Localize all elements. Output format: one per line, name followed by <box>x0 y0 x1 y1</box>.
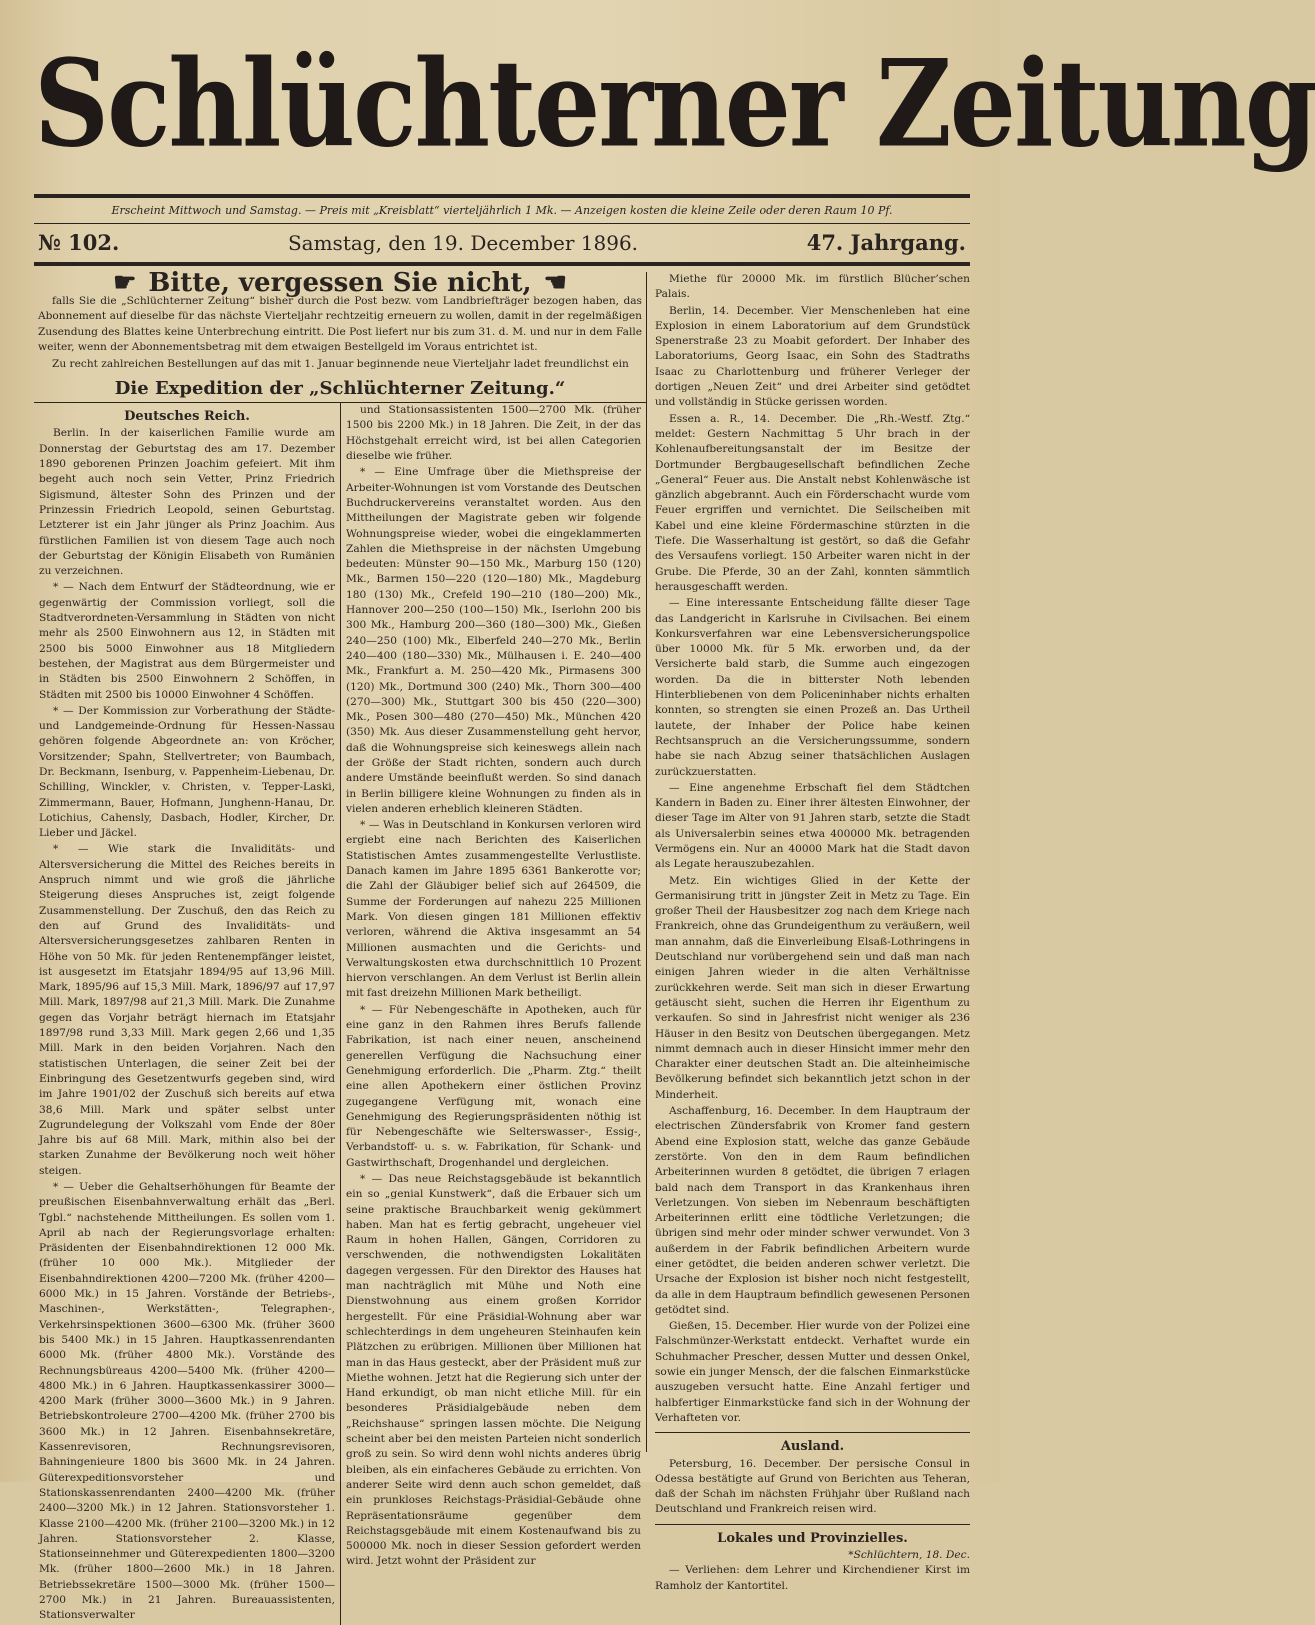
article-paragraph: Petersburg, 16. December. Der persische Consul in Odessa bestätigte auf Grund von Berichten aus Teheran, daß der Schah im nächsten Frühjahr über Rußland nach Deutschland und Frankreich reisen wird. <box>655 1457 970 1516</box>
issue-rule <box>34 262 970 266</box>
subscription-line: Erscheint Mittwoch und Samstag. — Preis mit „Kreisblatt“ vierteljährlich 1 Mk. — Anzeigen kosten die kleine Zeile oder deren Raum 10 Pf. <box>111 204 893 217</box>
article-paragraph: * — Was in Deutschland in Konkursen verloren wird ergiebt eine nach Berichten des Kaiserlichen Statistischen Amtes zusammengestellte Verlustliste. Danach kamen im Jahre 1895 6361 Bankerotte vor; die Zahl der Gläubiger belief sich auf 264509, die Summe der Forderungen auf nahezu 225 Millionen Mark. Von diesen gingen 181 Millionen effektiv verloren, während die Aktiva insgesammt an 54 Millionen ausmachten und die Gerichts- und Verwaltungskosten etwa durchschnittlich 10 Prozent hiervon verschlangen. An dem Verlust ist Berlin allein mit fast dreizehn Millionen Mark betheiligt. <box>346 819 641 1000</box>
article-paragraph: Miethe für 20000 Mk. im fürstlich Blücher’schen Palais. <box>655 273 970 301</box>
article-paragraph: Aschaffenburg, 16. December. In dem Hauptraum der electrischen Zündersfabrik von Kromer fand gestern Abend eine Explosion statt, welche das ganze Gebäude zerstörte. Von den in dem Raum befindlichen Arbeiterinnen wurden 8 getödtet, die übrigen 7 erlagen bald nach dem Transport in das Krankenhaus ihren Verletzungen. Von sieben im Nebenraum beschäftigten Arbeiterinnen erlitt eine tödtliche Verletzungen; die übrigen sind mehr oder minder schwer verwundet. Von 3 außerdem in der Fabrik befindlichen Arbeitern wurde einer getödtet, die beiden anderen schwer verletzt. Die Ursache der Explosion ist bisher noch nicht festgestellt, da alle in dem Hauptraum befindlich gewesenen Personen getödtet sind. <box>655 1105 970 1316</box>
article-paragraph: * — Das neue Reichstagsgebäude ist bekanntlich ein so „genial Kunstwerk“, daß die Erbauer sich um seine praktische Brauchbarkeit wenig gekümmert haben. Man hat es fertig gebracht, ungeheuer viel Raum in hohen Hallen, Gängen, Corridoren zu verschwenden, die nothwendigsten Lokalitäten dagegen vergessen. Für den Direktor des Hauses hat man nachträglich mit Mühe und Noth eine Dienstwohnung aus einem großen Korridor hergestellt. Für eine Präsidial-Wohnung aber war schlechterdings in dem ungeheuren Steinhaufen kein Plätzchen zu erübrigen. Millionen über Millionen hat man in das Haus gesteckt, aber der Präsident muß zur Miethe wohnen. Jetzt hat die Regierung sich unter der Hand erkundigt, ob man nicht etliche Mill. für ein besonderes Präsidialgebäude neben dem „Reichshause“ springen lassen möchte. Die Neigung scheint aber bei den meisten Parteien nicht sonderlich groß zu sein. So wird denn wohl nichts anderes übrig bleiben, als ein einfacheres Gebäude zu errichten. Von anderer Seite wird denn auch schon gemeldet, daß ein prunkloses Reichstags-Präsidial-Gebäude ohne Repräsentationsräume gegenüber dem Reichstagsgebäude mit einem Kostenaufwand bis zu 500000 Mk. noch in dieser Session gefordert werden wird. Jetzt wohnt der Präsident zur <box>346 1173 641 1568</box>
article-paragraph: — Eine angenehme Erbschaft fiel dem Städtchen Kandern in Baden zu. Einer ihrer ältesten Einwohner, der dieser Tage im Alter von 91 Jahren starb, setzte die Stadt als Universalerbin seines etwa 400000 Mk. betragenden Vermögens ein. Nur an 40000 Mark hat die Stadt davon als Legate herauszubezahlen. <box>655 781 970 871</box>
column-2 <box>340 403 646 1624</box>
section-heading-ausland: Ausland. <box>780 1439 845 1455</box>
article-paragraph: * — Wie stark die Invaliditäts- und Altersversicherung die Mittel des Reiches bereits in Anspruch nimmt und wie groß die jährliche Steigerung dieses Anspruches ist, zeigt folgende Zusammenstellung. Der Zuschuß, den das Reich zu den auf Grund des Invaliditäts- und Altersversicherungsgesetzes zahlbaren Renten in Höhe von 50 Mk. für jeden Rentenempfänger leistet, ist ausgesetzt im Etatsjahr 1894/95 auf 13,96 Mill. Mark, 1895/96 auf 15,3 Mill. Mark, 1896/97 auf 17,97 Mill. Mark, 1897/98 auf 21,3 Mill. Mark. Die Zunahme gegen das Vorjahr beträgt hiernach im Etatsjahr 1897/98 rund 3,33 Mill. Mark gegen 2,66 und 1,35 Mill. Mark in den beiden Vorjahren. Nach den statistischen Unterlagen, die seiner Zeit bei der Einbringung des Gesetzentwurfs gegeben sind, wird im Jahre 1901/02 der Zuschuß sich bereits auf etwa 38,6 Mill. Mark und später selbst unter Zugrundelegung der Volkszahl vom Ende der 80er Jahre bis auf 68 Mill. Mark, mithin also bei der starken Zunahme der Bevölkerung noch weit höher steigen. <box>39 843 335 1177</box>
article-paragraph: * — Für Nebengeschäfte in Apotheken, auch für eine ganz in den Rahmen ihres Berufs fallende Fabrikation, ist nach einer neuen, anscheinend generellen Verfügung die Nachsuchung einer Genehmigung erforderlich. Die „Pharm. Ztg.“ theilt eine allen Apothekern einer östlichen Provinz zugegangene Verfügung mit, wonach eine Genehmigung des Regierungspräsidenten nöthig ist für Nebengeschäfte wie Selterswasser-, Essig-, Verbandstoff- u. s. w. Fabrikation, für Schank- und Gastwirthschaft, Drogenhandel und dergleichen. <box>346 1003 641 1169</box>
article-paragraph: Berlin. In der kaiserlichen Familie wurde am Donnerstag der Geburtstag des am 17. Dezember 1890 geborenen Prinzen Joachim gefeiert. Mit ihm begeht auch noch sein Vetter, Prinz Friedrich Sigismund, ältester Sohn des Prinzen und der Prinzessin Friedrich Leopold, seinen Geburtstag. Letzterer ist ein Jahr jünger als Prinz Joachim. Aus fürstlichen Familien ist von diesem Tage auch noch der Geburtstag der Königin Elisabeth von Rumänien zu verzeichnen. <box>39 427 335 578</box>
pointing-hand-icon: ☛ <box>113 268 137 298</box>
article-paragraph: Gießen, 15. December. Hier wurde von der Polizei eine Falschmünzer-Werkstatt entdeckt. Verhaftet wurde ein Schuhmacher Prescher, dessen Mutter und dessen Onkel, sowie ein junger Mensch, der die falschen Einmarkstücke auszugeben versucht hatte. Eine Anzahl fertiger und halbfertiger Einmarkstücke fand sich in der Wohnung der Verhafteten vor. <box>655 1320 970 1424</box>
article-paragraph: — Eine interessante Entscheidung fällte dieser Tage das Landgericht in Karlsruhe in Civilsachen. Bei einem Konkursverfahren war eine Lebensversicherungspolice über 10000 Mk. für 5 Mk. erworben und, da der Versicherte bald starb, die Summe auch eingezogen worden. Da die in bitterster Noth lebenden Hinterbliebenen von dem Policeninhaber nichts erhalten konnten, so strengten sie einen Prozeß an. Das Urtheil lautete, der Inhaber der Police habe keinen Rechtsanspruch an die Versicherungssumme, sondern habe sie nach Abzug seiner thatsächlichen Auslagen zurückzuerstatten. <box>655 597 970 778</box>
section-divider <box>655 1524 970 1525</box>
notice-text-2: Zu recht zahlreichen Bestellungen auf das mit 1. Januar beginnende neue Vierteljahr ladet freundlichst ein <box>52 357 629 370</box>
notice-signature: Die Expedition der „Schlüchterner Zeitung.“ <box>114 377 566 399</box>
notice-title-row <box>38 268 642 298</box>
section-divider <box>655 1432 970 1433</box>
article-paragraph: — Verliehen: dem Lehrer und Kirchendiener Kirst im Ramholz der Kantortitel. <box>655 1564 970 1592</box>
dateline: *Schlüchtern, 18. Dec. <box>848 1549 970 1562</box>
notice-text-1: falls Sie die „Schlüchterner Zeitung“ bisher durch die Post bezw. vom Landbriefträger bezogen haben, das Abonnement auf dieselbe für das nächste Vierteljahr rechtzeitig erneuern zu wollen, damit in der regelmäßigen Zusendung des Blattes keine Unterbrechung eintritt. Die Post liefert nur bis zum 31. d. M. und nur in dem Falle weiter, wenn der Abonnementsbetrag mit dem etwaigen Bestellgeld im Voraus entrichtet ist. <box>38 294 642 354</box>
content-block <box>34 268 970 1622</box>
section-heading-reich: Deutsches Reich. <box>124 409 250 425</box>
article-columns <box>34 402 646 1624</box>
section-heading-lokales: Lokales und Provinzielles. <box>717 1530 908 1546</box>
article-paragraph: und Stationsassistenten 1500—2700 Mk. (früher 1500 bis 2200 Mk.) in 18 Jahren. Die Zeit, in der das Höchstgehalt erreicht wird, ist bei allen Categorien dieselbe wie früher. <box>346 404 641 463</box>
notice-title: Bitte, vergessen Sie nicht, <box>148 268 532 298</box>
pointing-hand-left-icon: ☚ <box>543 268 567 298</box>
issue-year: 47. Jahrgang. <box>806 230 966 255</box>
article-paragraph: * — Ueber die Gehaltserhöhungen für Beamte der preußischen Eisenbahnverwaltung erhält das „Berl. Tgbl.“ nachstehende Mittheilungen. Es sollen vom 1. April ab nach der Regierungsvorlage erhalten: Präsidenten der Eisenbahndirektionen 12 000 Mk. (früher 10 000 Mk.). Mitglieder der Eisenbahndirektionen 4200—7200 Mk. (früher 4200—6000 Mk.) in 15 Jahren. Vorstände der Betriebs-, Maschinen-, Werkstätten-, Telegraphen-, Verkehrsinspektionen 3600—6300 Mk. (früher 3600 bis 5400 Mk.) in 15 Jahren. Hauptkassenrendanten 6000 Mk. (früher 4800 Mk.). Vorstände des Rechnungsbüreaus 4200—5400 Mk. (früher 4200—4800 Mk.) in 6 Jahren. Hauptkassenkassirer 3000—4200 Mark (früher 3000—3600 Mk.) in 9 Jahren. Betriebskontroleure 2700—4200 Mk. (früher 2700 bis 3600 Mk.) in 12 Jahren. Eisenbahnsekretäre, Kassenrevisoren, Rechnungsrevisoren, Bahningenieure 1800 bis 3600 Mk. in 24 Jahren. Güterexpeditionsvorsteher und Stationskassenrendanten 2400—4200 Mk. (früher 2400—3200 Mk.) in 12 Jahren. Stationsvorsteher 1. Klasse 2100—4200 Mk. (früher 2100—3200 Mk.) in 12 Jahren. Stationsvorsteher 2. Klasse, Stationseinnehmer und Güterexpedienten 1800—3200 Mk. (früher 1800—2600 Mk.) in 18 Jahren. Betriebssekretäre 1500—3000 Mk. (früher 1500—2700 Mk.) in 21 Jahren. Bureauassistenten, Stationsverwalter <box>39 1181 335 1622</box>
article-paragraph: * — Eine Umfrage über die Miethspreise der Arbeiter-Wohnungen ist vom Vorstande des Deutschen Buchdruckervereins veranstaltet worden. Aus den Mittheilungen der Magistrate geben wir folgende Wohnungspreise wieder, wobei die eingeklammerten Zahlen die Miethspreise in der nächsten Umgebung bedeuten: Münster 90—150 Mk., Marburg 150 (120) Mk., Barmen 150—220 (120—180) Mk., Magdeburg 180 (130) Mk., Crefeld 190—210 (180—200) Mk., Hannover 200—250 (100—150) Mk., Iserlohn 200 bis 300 Mk., Hamburg 200—360 (180—300) Mk., Gießen 240—250 (100) Mk., Elberfeld 240—270 Mk., Berlin 240—400 (180—330) Mk., Mülhausen i. E. 240—400 Mk., Frankfurt a. M. 250—420 Mk., Pirmasens 300 (120) Mk., Dortmund 300 (240) Mk., Thorn 300—400 (270—300) Mk., Stuttgart 300 bis 450 (220—300) Mk., Posen 300—480 (270—450) Mk., München 420 (350) Mk. Aus dieser Zusammenstellung geht hervor, daß die Wohnungspreise sich keineswegs allein nach der Größe der Stadt richten, sondern auch durch andere Umstände beeinflußt werden. So sind danach in Berlin billigere kleine Wohnungen zu finden als in vielen anderen erheblich kleineren Städten. <box>346 466 641 815</box>
article-paragraph: * — Nach dem Entwurf der Städteordnung, wie er gegenwärtig der Commission vorliegt, soll die Stadtverordneten-Versammlung in Städten von nicht mehr als 2500 Einwohnern aus 12, in Städten mit 2500 bis 5000 Einwohner aus 18 Mitgliedern bestehen, der Magistrat aus dem Bürgermeister und in Städten bis 2500 Einwohnern 2 Schöffen, in Städten mit 2500 bis 10000 Einwohner 4 Schöffen. <box>39 581 335 701</box>
column-3 <box>646 272 970 1592</box>
issue-date: Samstag, den 19. December 1896. <box>287 231 639 255</box>
article-paragraph: Essen a. R., 14. December. Die „Rh.-Westf. Ztg.“ meldet: Gestern Nachmittag 5 Uhr brach in der Kohlenaufbereitungsanstalt der im Besitze der Dortmunder Bergbaugesellschaft befindlichen Zeche „General“ Feuer aus. Die Anstalt nebst Kohlenwäsche ist gänzlich abgebrannt. Auch ein Förderschacht wurde vom Feuer ergriffen und vernichtet. Die Seilscheiben mit Kabel und eine kleine Fördermaschine stürzten in die Tiefe. Die Wasserhaltung ist gestört, so daß die Gefahr des Versaufens vorliegt. 150 Arbeiter waren nicht in der Grube. Die Pferde, 30 an der Zahl, konnten sämmtlich herausgeschafft werden. <box>655 412 970 593</box>
article-paragraph: * — Der Kommission zur Vorberathung der Städte- und Landgemeinde-Ordnung für Hessen-Nassau gehören folgende Abgeordnete an: von Kröcher, Vorsitzender; Spahn, Stellvertreter; von Baumbach, Dr. Beckmann, Isenburg, v. Pappenheim-Liebenau, Dr. Schilling, Winckler, v. Christen, v. Tepper-Laski, Zimmermann, Bauer, Hofmann, Junghenn-Hanau, Dr. Lotichius, Cahensly, Dasbach, Hodler, Kircher, Dr. Lieber und Jäckel. <box>39 704 335 840</box>
issue-row <box>34 224 970 262</box>
masthead-title: Schlüchterner Zeitung <box>34 32 1315 175</box>
left-area <box>34 268 646 1622</box>
article-paragraph: Berlin, 14. December. Vier Menschenleben hat eine Explosion in einem Laboratorium auf dem Grundstück Spenerstraße 23 zu Moabit gefordert. Der Inhaber des Laboratoriums, Georg Isaac, ein Sohn des Stadtraths Isaac zu Charlottenburg und früherer Verleger der dortigen „Neuen Zeit“ und drei Arbeiter sind getödtet und vollständig in Stücke gerissen worden. <box>655 304 970 409</box>
issue-number: № 102. <box>38 230 120 255</box>
column-1 <box>34 403 340 1624</box>
article-paragraph: Metz. Ein wichtiges Glied in der Kette der Germanisirung tritt in jüngster Zeit in Metz zu Tage. Ein großer Theil der Hausbesitzer zog nach dem Kriege nach Frankreich, ohne das Grundeigenthum zu veräußern, weil man annahm, daß die Einverleibung Elsaß-Lothringens in Deutschland nur vorübergehend sein und daß man nach einigen Jahren wieder in die alten Verhältnisse zurückkehren werde. Seit man sich in dieser Erwartung getäuscht sieht, suchen die Herren ihr Eigenthum zu verkaufen. So sind in Jahresfrist nicht weniger als 236 Häuser in den Besitz von Deutschen übergegangen. Metz nimmt demnach auch in dieser Hinsicht immer mehr den Charakter einer deutschen Stadt an. Die alteinheimische Bevölkerung befindet sich bekanntlich jetzt schon in der Minderheit. <box>655 874 970 1101</box>
subscription-notice <box>34 268 646 402</box>
